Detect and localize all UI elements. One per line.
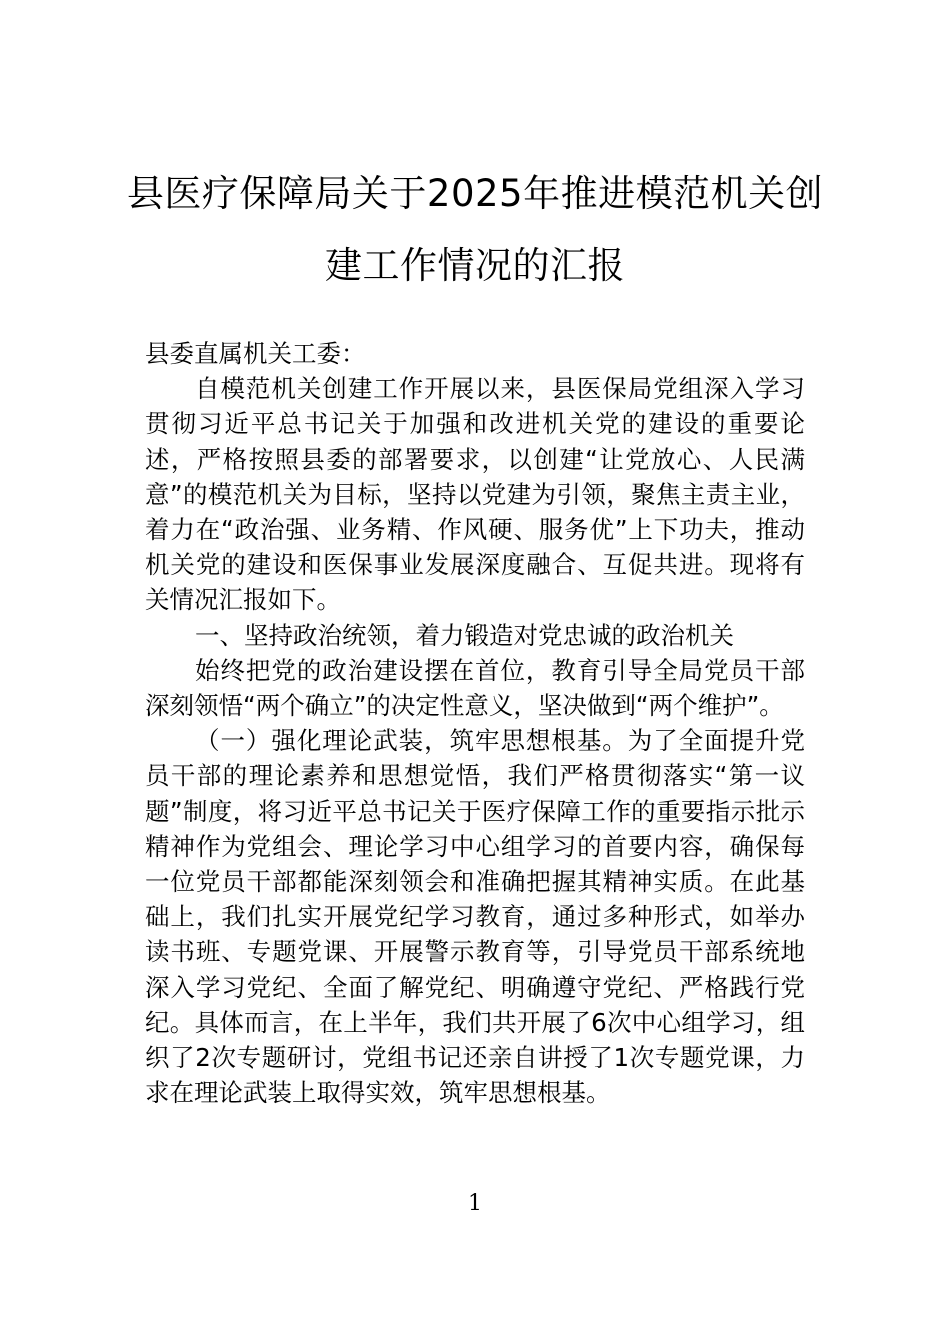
document-title-line-2: 建工作情况的汇报	[325, 244, 625, 287]
page-number: 1	[468, 1191, 482, 1216]
salutation: 县委直属机关工委：	[145, 339, 366, 368]
paragraph-subsection-1: （一）强化理论武装，筑牢思想根基。为了全面提升党员干部的理论素养和思想觉悟，我们严格贯彻落实“第一议题”制度，将习近平总书记关于医疗保障工作的重要指示批示精神作为党组会、理论学习中心组学习的首要内容，确保每一位党员干部都能深刻领会和准确把握其精神实质。在此基础上，我们扎实开展党纪学习教育，通过多种形式，如举办读书班、专题党课、开展警示教育等，引导党员干部系统地深入学习党纪、全面了解党纪、明确遵守党纪、严格践行党纪。具体而言，在上半年，我们共开展了6次中心组学习，组织了2次专题研讨，党组书记还亲自讲授了1次专题党课，力求在理论武装上取得实效，筑牢思想根基。	[145, 726, 805, 1108]
paragraph-section-1-intro: 始终把党的政治建设摆在首位，教育引导全局党员干部深刻领悟“两个确立”的决定性意义，坚决做到“两个维护”。	[145, 655, 805, 721]
document-body	[145, 336, 805, 1110]
paragraph-intro: 自模范机关创建工作开展以来，县医保局党组深入学习贯彻习近平总书记关于加强和改进机关党的建设的重要论述，严格按照县委的部署要求，以创建“让党放心、人民满意”的模范机关为目标，坚持以党建为引领，聚焦主责主业，着力在“政治强、业务精、作风硬、服务优”上下功夫，推动机关党的建设和医保事业发展深度融合、互促共进。现将有关情况汇报如下。	[145, 374, 805, 615]
section-heading-1: 一、坚持政治统领，着力锻造对党忠诚的政治机关	[195, 620, 734, 650]
document-title-line-1: 县医疗保障局关于2025年推进模范机关创	[126, 172, 824, 215]
